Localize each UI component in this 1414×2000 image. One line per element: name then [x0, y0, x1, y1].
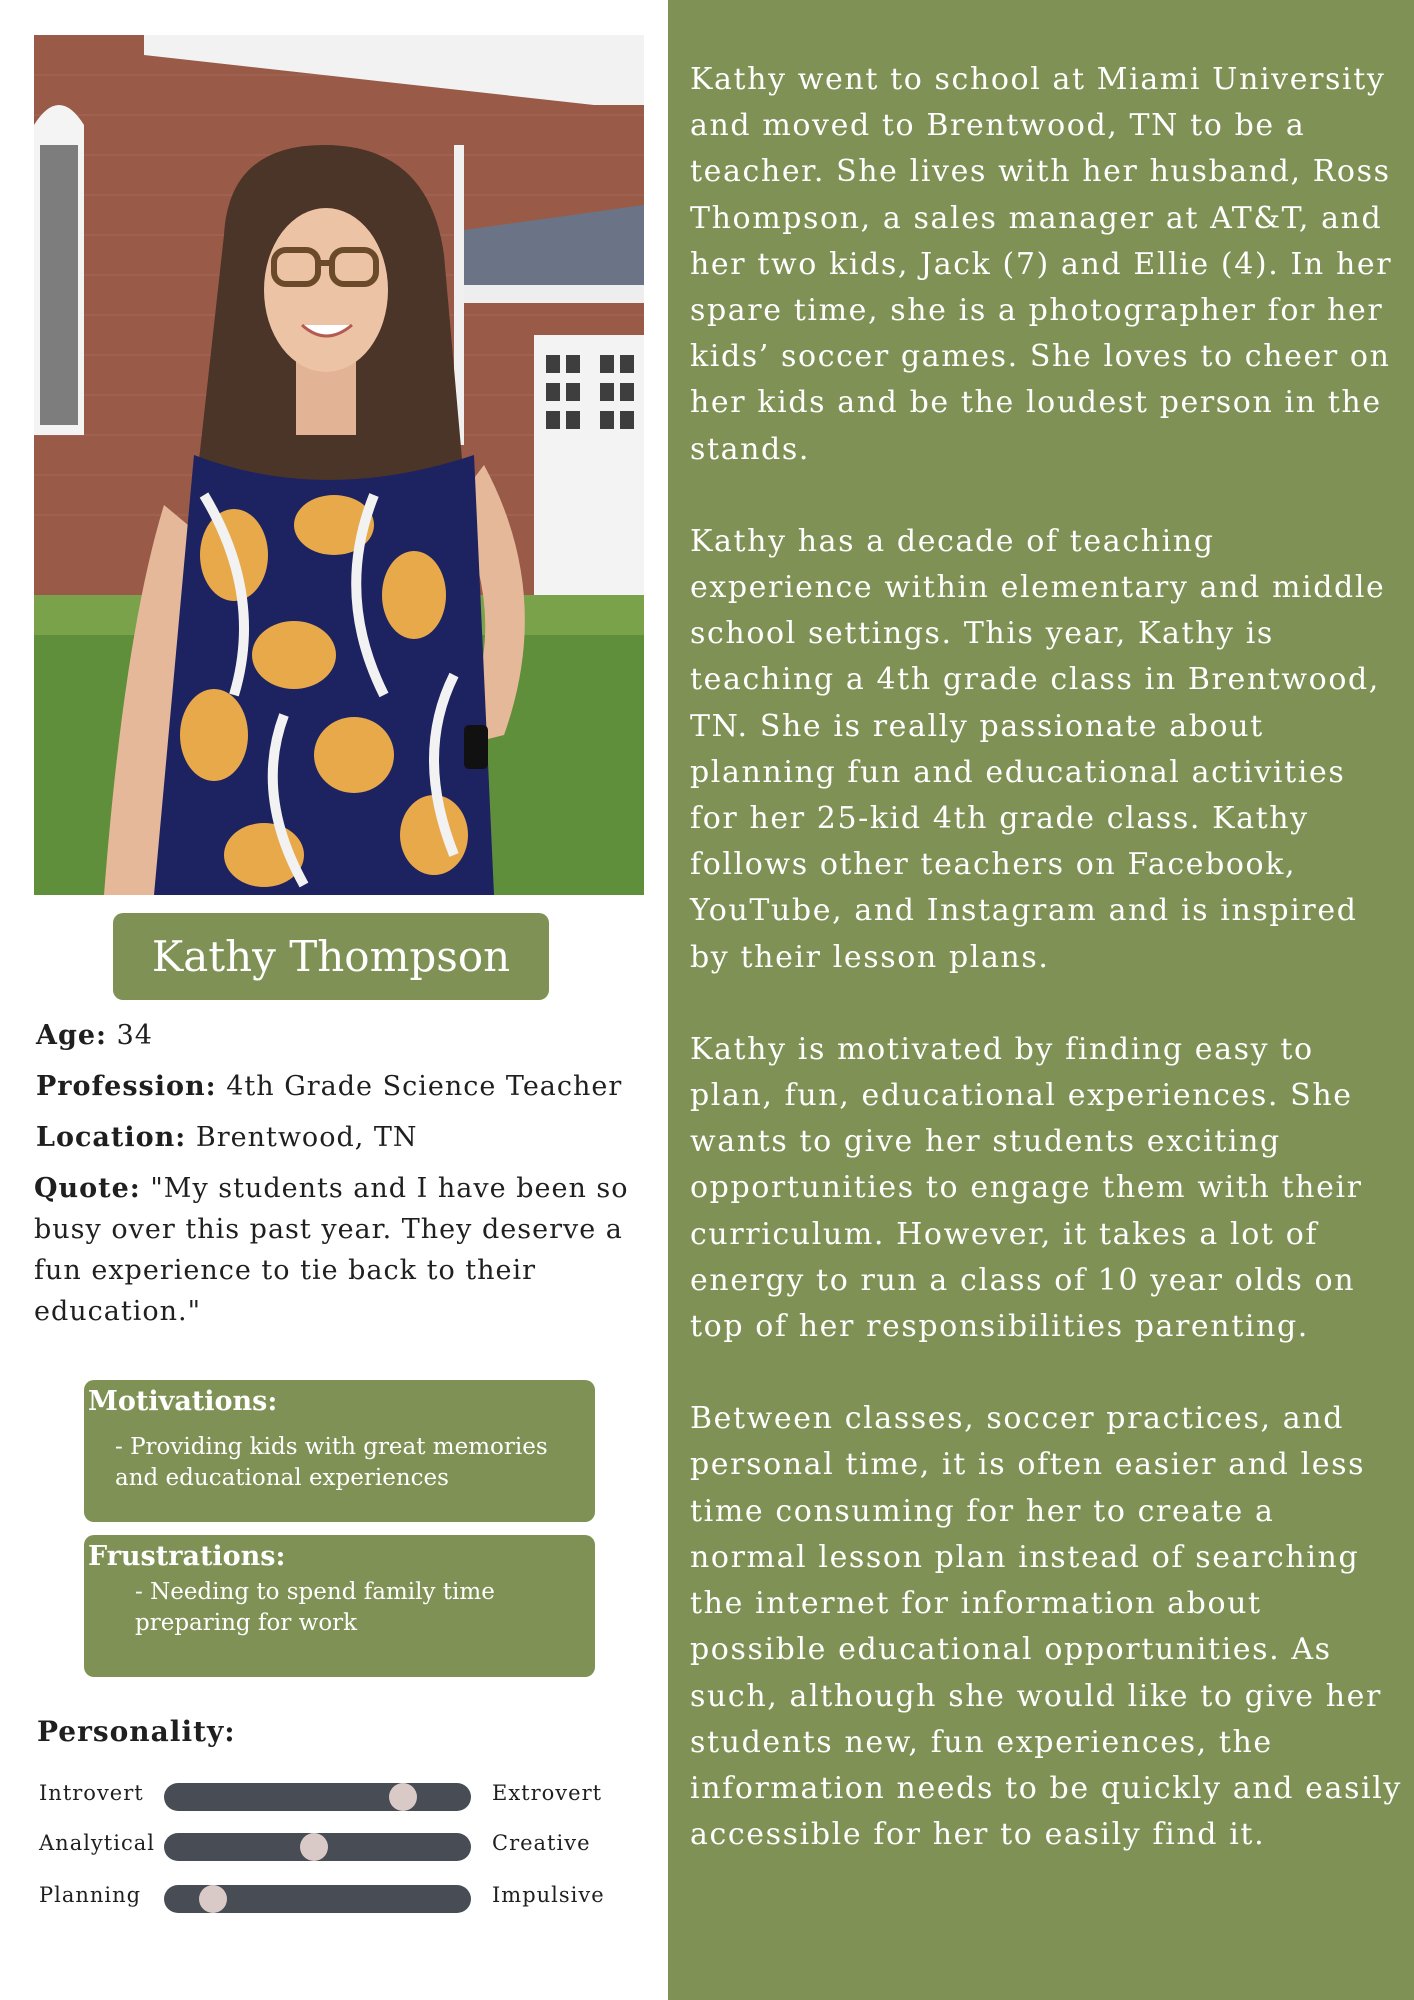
personality-slider-planning-impulsive	[0, 1881, 700, 1915]
profession-row	[36, 1065, 646, 1116]
motivations-box	[84, 1380, 595, 1522]
age-label: Age:	[36, 1020, 107, 1051]
slider-track	[164, 1783, 471, 1811]
motivation-item: - Providing kids with great memories and educational experiences	[115, 1434, 548, 1491]
age-value: 34	[116, 1020, 153, 1051]
location-row	[36, 1116, 646, 1167]
persona-facts	[36, 1014, 646, 1167]
frustrations-title: Frustrations:	[88, 1541, 286, 1572]
bio-paragraph-3: Kathy is motivated by finding easy to plan, fun, educational experiences. She wants to give her students exciting opportunities to engage them with their curriculum. However, it takes a lot of energy to run a class of 10 year olds on top of her responsibilities parenting.	[690, 1031, 1363, 1345]
profession-label: Profession:	[36, 1071, 217, 1102]
location-value: Brentwood, TN	[195, 1122, 418, 1153]
slider-track	[164, 1833, 471, 1861]
frustrations-box	[84, 1535, 595, 1677]
age-row	[36, 1014, 646, 1065]
bio-paragraph-2: Kathy has a decade of teaching experience within elementary and middle school settings. This year, Kathy is teaching a 4th grade class in Brentwood, TN. She is really passionate about planning fun and educational activities for her 25-kid 4th grade class. Kathy follows other teachers on Facebook, YouTube, and Instagram and is inspired by their lesson plans.	[690, 523, 1386, 975]
portrait-photo	[34, 35, 644, 895]
personality-slider-analytical-creative	[0, 1829, 700, 1863]
slider-left-label: Planning	[39, 1883, 142, 1907]
portrait-photo-icon	[34, 35, 644, 895]
profession-value: 4th Grade Science Teacher	[226, 1071, 623, 1102]
slider-left-label: Introvert	[39, 1781, 144, 1805]
slider-knob	[199, 1885, 227, 1913]
slider-knob	[389, 1783, 417, 1811]
bio-paragraph-4: Between classes, soccer practices, and personal time, it is often easier and less time consuming for her to create a normal lesson plan instead of searching the internet for information about possible educational opportunities. As such, although she would like to give her students new, fun experiences, the information needs to be quickly and easily accessible for her to easily find it.	[690, 1401, 1402, 1853]
slider-knob	[300, 1833, 328, 1861]
slider-track	[164, 1885, 471, 1913]
bio-text	[690, 57, 1402, 1904]
personality-slider-introvert-extrovert	[0, 1779, 700, 1813]
quote-row	[34, 1168, 646, 1332]
slider-right-label: Creative	[492, 1831, 591, 1855]
motivations-title: Motivations:	[88, 1386, 278, 1417]
location-label: Location:	[36, 1122, 187, 1153]
slider-right-label: Extrovert	[492, 1781, 603, 1805]
frustration-item: - Needing to spend family time preparing for work	[135, 1579, 495, 1636]
name-tag	[113, 913, 549, 1000]
bio-paragraph-1: Kathy went to school at Miami University and moved to Brentwood, TN to be a teacher. She lives with her husband, Ross Thompson, a sales manager at AT&T, and her two kids, Jack (7) and Ellie (4). In her spare time, she is a photographer for her kids’ soccer games. She loves to cheer on her kids and be the loudest person in the stands.	[690, 62, 1393, 467]
slider-left-label: Analytical	[39, 1831, 155, 1855]
quote-text: "My students and I have been so busy over this past year. They deserve a fun experience to tie back to their education."	[34, 1173, 629, 1327]
persona-name: Kathy Thompson	[151, 932, 511, 981]
slider-right-label: Impulsive	[492, 1883, 605, 1907]
personality-title: Personality:	[37, 1715, 236, 1748]
quote-label: Quote:	[34, 1173, 141, 1204]
